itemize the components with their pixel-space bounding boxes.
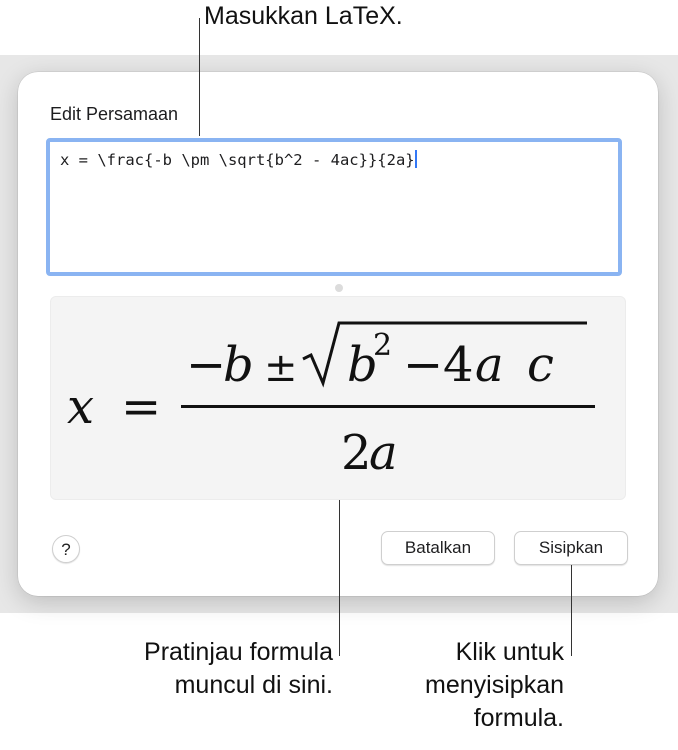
formula-pm: ± <box>264 345 298 391</box>
callout-insert-line-3: formula. <box>473 704 564 732</box>
help-button[interactable]: ? <box>52 535 80 563</box>
callout-latex-input: Masukkan LaTeX. <box>204 2 403 30</box>
formula-minus: − <box>186 337 227 393</box>
cancel-button[interactable]: Batalkan <box>381 531 495 565</box>
formula-lhs: x <box>67 379 95 435</box>
resize-handle[interactable] <box>335 284 343 292</box>
callout-insert-line-1: Klik untuk <box>455 638 564 666</box>
callout-line-latex <box>199 18 200 136</box>
formula-exponent: 2 <box>373 328 393 363</box>
callout-preview <box>144 636 333 702</box>
formula-render <box>51 297 627 501</box>
formula-coef: 4 <box>443 337 474 393</box>
formula-preview <box>50 296 626 500</box>
callout-preview-line-1: Pratinjau formula <box>144 638 333 666</box>
insert-button[interactable]: Sisipkan <box>514 531 628 565</box>
fraction-bar <box>181 405 595 408</box>
formula-radicand-b: b <box>347 337 378 393</box>
dialog-title: Edit Persamaan <box>50 104 179 124</box>
formula-c: c <box>527 337 554 393</box>
text-caret <box>415 150 417 168</box>
callout-insert <box>425 636 564 735</box>
latex-input[interactable] <box>46 138 622 276</box>
formula-minus-2: − <box>403 337 444 393</box>
callout-insert-line-2: menyisipkan <box>425 671 564 699</box>
latex-text: x = \frac{-b \pm \sqrt{b^2 - 4ac}}{2a} <box>60 151 415 169</box>
formula-a: a <box>475 337 504 393</box>
formula-den-var: a <box>369 425 398 481</box>
callout-line-preview <box>339 500 340 656</box>
formula-equals: = <box>121 379 162 435</box>
callout-line-insert <box>571 565 572 656</box>
formula-b: b <box>223 337 254 393</box>
formula-den-num: 2 <box>341 425 372 481</box>
callout-preview-line-2: muncul di sini. <box>174 671 333 699</box>
